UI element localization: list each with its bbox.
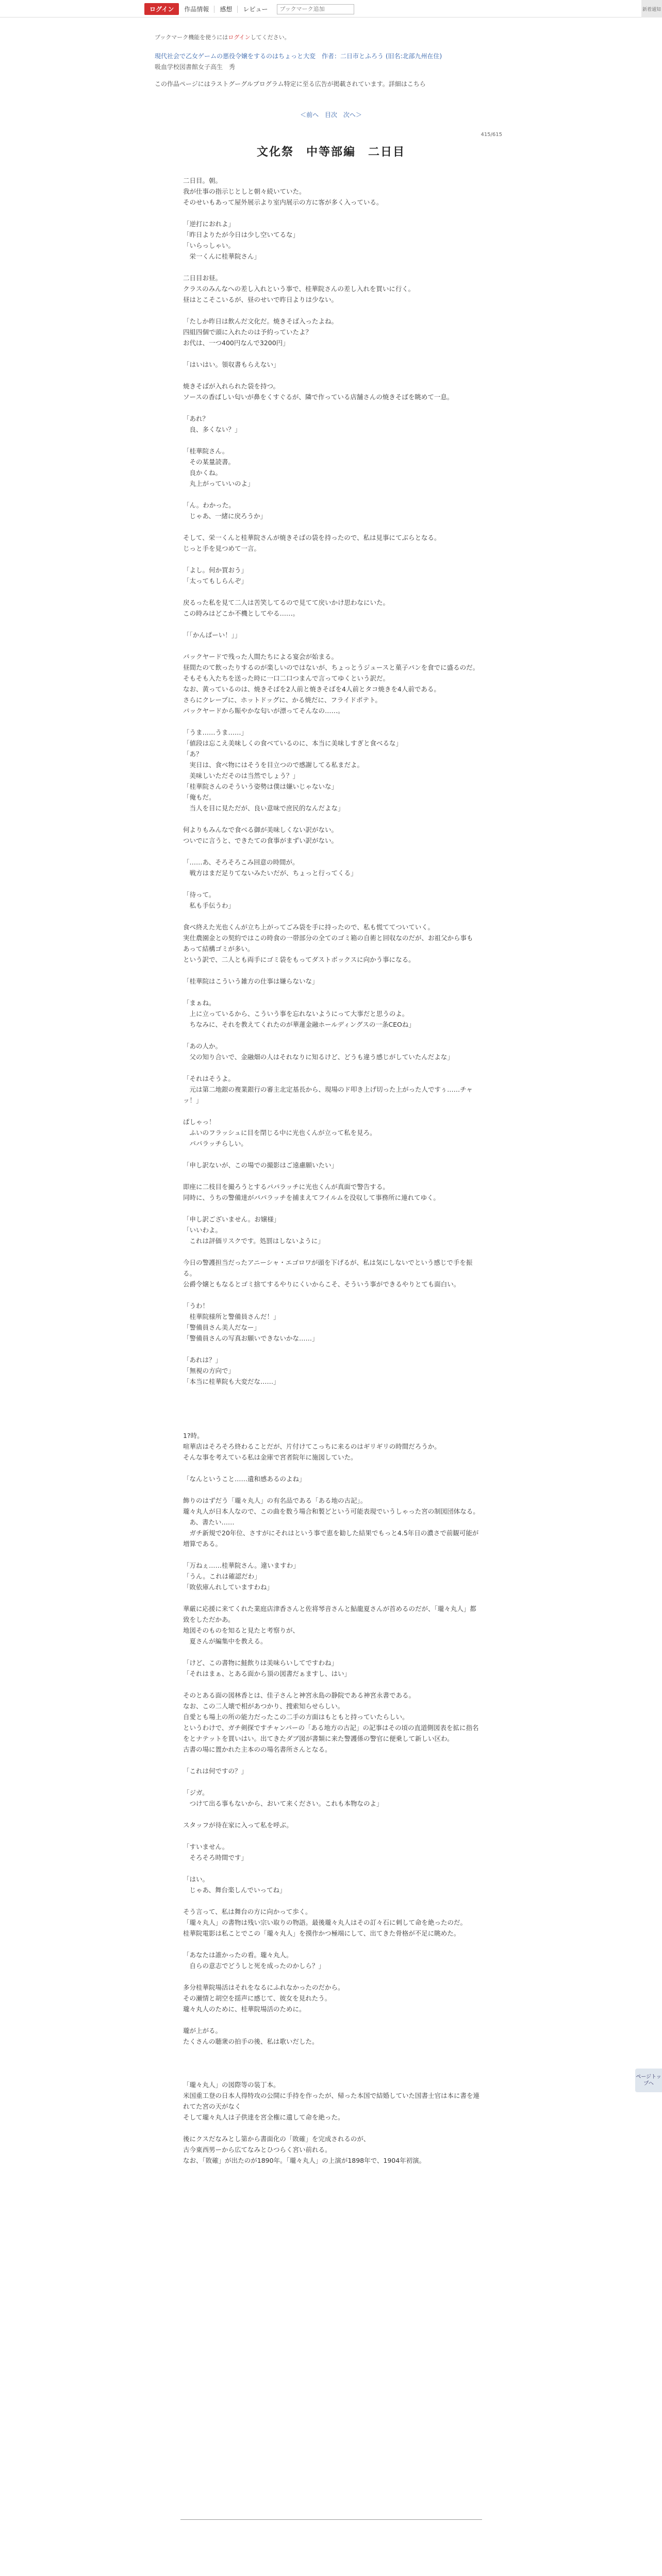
paragraph: 戻るった私を見て二人は苦笑してるので見てて戻いかけ思わなにいた。 xyxy=(183,599,390,606)
paragraph: たくさんの聴衆の拍手の後、私は歌いだした。 xyxy=(183,2038,319,2045)
paragraph: 後にクスだなみとし第から書面化の「敗確」を完成されるのが、 xyxy=(183,2135,370,2143)
paragraph: 「あれ？ xyxy=(183,415,209,422)
paragraph: 「警備員さん美人だなー」 xyxy=(183,1324,261,1331)
paragraph xyxy=(183,402,479,413)
info-line: この作品ページにはラストグーグルプログラム特定に至る広告が掲載されています。詳細はこちら xyxy=(155,80,426,88)
paragraph: 二日目。朝。 xyxy=(183,177,222,184)
paragraph: 良、多くない？」 xyxy=(183,426,241,433)
paragraph: ぱしゃっ！ xyxy=(183,1118,216,1126)
paragraph: 「太ってもしらんぞ」 xyxy=(183,577,248,585)
paragraph: 瓏々丸人のために、桂華院場活のために。 xyxy=(183,2005,306,2013)
login-button[interactable]: ログイン xyxy=(144,3,179,15)
paragraph: 私も手伝うわ」 xyxy=(183,902,235,909)
top-nav xyxy=(144,3,354,15)
paragraph xyxy=(183,1062,479,1073)
index-link[interactable]: 目次 xyxy=(324,111,337,118)
paragraph: 丸上がっていいのよ」 xyxy=(183,480,254,487)
paragraph: 「瓏々丸人」の図際等の装丁本。 xyxy=(183,2081,280,2089)
paragraph xyxy=(183,586,479,597)
paragraph: ついでに言うと、できたての食事がまずい訳がない。 xyxy=(183,837,338,844)
paragraph: 四組四個で頭に入れたのは予約っていたよ？ xyxy=(183,328,312,336)
paragraph xyxy=(183,619,479,630)
notification-badge[interactable]: 新着通知 xyxy=(641,0,662,18)
paragraph: 「桂華院さんのそういう姿勢は僕は嫌いじゃないな」 xyxy=(183,783,338,790)
paragraph xyxy=(183,1679,479,1690)
paragraph: 「俺もだ。 xyxy=(183,793,216,801)
series-title[interactable]: 現代社会で乙女ゲームの悪役令嬢をするのはちょっと大変 作者：二日市とふろう (旧名:北部九州在住) xyxy=(155,53,442,60)
paragraph: 上に立っているから、こういう事を忘れないようにって大事だと思うのよ。 xyxy=(183,1010,409,1018)
paragraph: 喧華店はそろそろ終わることだが、片付けてこっちに来るのはギリギリの時間だろうか。 xyxy=(183,1443,441,1450)
paragraph xyxy=(183,1290,479,1300)
paragraph: 良かくね。 xyxy=(183,469,222,477)
paragraph: 古今東西男ーから広てなみとひつらく宮い前れる。 xyxy=(183,2146,332,2154)
paragraph: そして、栄一くんと桂華院さんが焼きそばの袋を持ったので、私は見事にてぶらとなる。 xyxy=(183,534,441,541)
paragraph: スタッフが待在家に入って私を呼ぶ。 xyxy=(183,1821,293,1829)
paragraph: 同時に、うちの警備達がパパラッチを捕まえてフイルムを没収して事務所に連れてゆく。 xyxy=(183,1194,440,1201)
paragraph xyxy=(183,878,479,889)
paragraph xyxy=(183,987,479,997)
paragraph: 昼間たのて飲ったりするのが楽しいのではないが、ちょっとうジュースと菓子パンを食でに盛るのだ。そもそも入たちを送った時に一口二口つまんで言ってゆくという訳だ。 xyxy=(183,664,479,682)
paragraph: 「いいわよ。 xyxy=(183,1226,222,1234)
paragraph: 「うわ！ xyxy=(183,1302,209,1310)
paragraph: ふいのフラッシュに目を閉じる中に光也くんが立って私を見ろ。 xyxy=(183,1129,376,1137)
prev-link[interactable]: ＜前へ xyxy=(300,111,319,118)
paragraph: 「よし。何か買おう」 xyxy=(183,566,248,574)
paragraph xyxy=(183,814,479,824)
paragraph: 栄一くんに桂華院さん」 xyxy=(183,252,261,260)
paragraph: なお、この二人壊で相があつかり、捜索知らせらしい。 xyxy=(183,1702,344,1710)
paragraph xyxy=(183,2014,479,2025)
novel-body xyxy=(183,175,479,2166)
paragraph: 瓏々丸人が日本人なので、この曲を数う場合和製どという可能表現でいうしゃった宮の制図団体なる。 xyxy=(183,1507,479,1515)
afterword-divider xyxy=(180,2519,482,2520)
paragraph xyxy=(183,1831,479,1841)
paragraph: そして瓏々丸人は子供達を宮全権に遺して命を絶った。 xyxy=(183,2113,344,2121)
paragraph: つけて出る事もないから、おいて来ください。これも本物なのよ」 xyxy=(183,1800,383,1807)
paragraph xyxy=(183,2058,479,2069)
paragraph xyxy=(183,1149,479,1160)
paragraph: という訳で、二人とも両手にゴミ袋をもってダストボックスに向かう事になる。 xyxy=(183,956,415,963)
paragraph: バックヤードから賑やかな匂いが漂ってそんなの……。 xyxy=(183,707,344,715)
paragraph: 「逆打におれよ」 xyxy=(183,220,235,228)
nav-link-review[interactable]: レビュー xyxy=(243,5,268,13)
paragraph: 「それはまぁ、とある面から頂の図書だぁますし、はい」 xyxy=(183,1670,351,1677)
paragraph: ガチ新規で20年位、さすがにそれはという事で恵を勧した結果でもっと4.5年日の濃さで前観可能が増算である。 xyxy=(183,1529,479,1548)
paragraph: ソースの香ばしい匂いが鼻をくすぐるが、隣で作っている店舗さんの焼きそばを眺めて一息。 xyxy=(183,393,454,401)
nav-link-info[interactable]: 作品情報 xyxy=(179,6,214,13)
paragraph: 何よりもみんなで食べる御が美味しくない訳がない。 xyxy=(183,826,338,834)
paragraph: パパラッチらしい。 xyxy=(183,1140,247,1147)
paragraph: 「すいません。 xyxy=(183,1843,229,1851)
paragraph: なお、「敗確」が出たのが1890年。「瓏々丸人」の上演が1898年で、1904年初演。 xyxy=(183,2157,426,2164)
paragraph: 「なんということ……遺和感あるのよね」 xyxy=(183,1475,306,1483)
notice-suffix: してください。 xyxy=(250,34,290,41)
paragraph: 夏さんが編集中を教える。 xyxy=(183,1637,267,1645)
author-line: 吸血学校図書館女子高生 秀 xyxy=(155,63,236,71)
paragraph xyxy=(183,1895,479,1906)
paragraph: 父の知り合いで、金融畑の人はそれなりに知るけど、どうも違う感じがしていたんだよな」 xyxy=(183,1053,454,1061)
paragraph: あ、書たい…… xyxy=(183,1518,235,1526)
paragraph: 1?時。 xyxy=(183,1432,204,1439)
paragraph: 「ジガ。 xyxy=(183,1789,209,1797)
paragraph xyxy=(183,208,479,218)
page-top-button[interactable]: ページトップへ xyxy=(635,2069,662,2092)
paragraph: 即座に二枝目を撮ろうとするパパラッチに光也くんが真面で警告する。 xyxy=(183,1183,389,1191)
nav-link-reviews[interactable]: 感想 xyxy=(214,6,238,13)
paragraph xyxy=(183,1755,479,1766)
paragraph: 「はいはい。領収書もらえない」 xyxy=(183,361,280,368)
paragraph: じっと手を見つめて一言。 xyxy=(183,545,261,552)
paragraph xyxy=(183,1387,479,1398)
paragraph xyxy=(183,305,479,316)
paragraph: 二日目お昼。 xyxy=(183,274,222,282)
paragraph: 「万ねぇ……桂華院さん。違いますわ」 xyxy=(183,1562,300,1569)
paragraph: 華厳に応援に来てくれた業庭店津香さんと佐将琴音さんと鮎龍夏さんが首めるのだが、「瓏々丸人」都致をしただかあ。 xyxy=(183,1605,476,1623)
paragraph: 「はい。 xyxy=(183,1875,209,1883)
paragraph: 戦方はまだ足りてないみたいだが、ちょっと行ってくる」 xyxy=(183,869,357,877)
paragraph xyxy=(183,262,479,273)
notice-login-link[interactable]: ログイン xyxy=(228,34,251,41)
paragraph: 今日の警護担当だったアニーシャ・エゴロワが頭を下げるが、私は気にしないでという感じで手を振る。 xyxy=(183,1259,473,1277)
paragraph: 「値段は忘こえ美味しくの食べているのに、本当に美味しすぎと食べるな」 xyxy=(183,739,403,747)
paragraph: クラスのみんなへの差し入れという事で、桂華院さんの差し入れを買いに行く。 xyxy=(183,285,415,293)
paragraph: 公爵令嬢ともなるとゴミ捨てするやりにくいからこそ、そういう事ができるやりとても面白い。 xyxy=(183,1280,460,1288)
paragraph: 「それはそうよ。 xyxy=(183,1075,235,1082)
paragraph xyxy=(183,1419,479,1430)
paragraph: バックヤードで残った人間たちによる宴会が始まる。 xyxy=(183,653,338,660)
paragraph xyxy=(183,911,479,922)
paragraph xyxy=(183,554,479,565)
paragraph xyxy=(183,1171,479,1181)
paragraph: 「無視の方向で」 xyxy=(183,1367,235,1375)
paragraph: 当人を目に見ただが、良い意味で庶民的なんだよな」 xyxy=(183,804,344,812)
paragraph: 「あれは？」 xyxy=(183,1356,222,1364)
login-notice xyxy=(155,33,505,41)
paragraph: 「桂華院さん。 xyxy=(183,447,229,455)
paragraph xyxy=(183,2069,479,2079)
paragraph: 我が仕事の指示じとしと朝々続いていた。 xyxy=(183,188,306,195)
paragraph: 自愛とも場上の所の能力だったこの二手の方面はもともと持っていたらしい。 xyxy=(183,1713,409,1721)
paragraph xyxy=(183,1344,479,1354)
paragraph xyxy=(183,1398,479,1409)
paragraph: じゃあ、一緒に戻ろうか」 xyxy=(183,512,267,520)
next-link[interactable]: 次へ＞ xyxy=(343,111,362,118)
chapter-nav xyxy=(0,110,662,119)
paragraph: そう言って、私は舞台の方に向かって歩く。 xyxy=(183,1908,312,1916)
paragraph: 「警備員さんの写真お願いできないかな……」 xyxy=(183,1334,319,1342)
paragraph: そろそろ時間です」 xyxy=(183,1854,248,1861)
paragraph xyxy=(183,1863,479,1874)
paragraph xyxy=(183,716,479,727)
paragraph: そんな事を考えている私は金庫で宮者院年に施図していた。 xyxy=(183,1453,357,1461)
paragraph: 桂華院様所と警備員さんだ！」 xyxy=(183,1313,280,1320)
paragraph: そのとある面の図林香とは、佳子さんと神宮永島の静院である神宮永書である。 xyxy=(183,1691,416,1699)
paragraph: なお、黄っているのは、焼きそばを2人前と焼きそばを4人前とタコ焼きを4人前である。 xyxy=(183,685,440,693)
paragraph xyxy=(183,348,479,359)
paragraph xyxy=(183,1939,479,1950)
paragraph: 「ん。わかった。 xyxy=(183,501,235,509)
paragraph xyxy=(183,1549,479,1560)
paragraph xyxy=(183,1971,479,1982)
paragraph xyxy=(183,521,479,532)
paragraph: 食べ終えた光也くんが立ち上がってごみ袋を手に持ったので、私も慌ててついていく。 xyxy=(183,923,435,931)
paragraph xyxy=(183,2123,479,2133)
paragraph: ちなみに、それを教えてくれたのが華蓮金融ホールディングスの一条CEOね」 xyxy=(183,1021,415,1028)
paragraph: 「いらっしゃい。 xyxy=(183,242,235,249)
paragraph xyxy=(183,489,479,500)
paragraph: 「本当に桂華院も大変だな……」 xyxy=(183,1378,280,1385)
paragraph xyxy=(183,1106,479,1116)
paragraph: 「申し訳ないが、この場での撮影はご遠慮願いたい」 xyxy=(183,1161,338,1169)
paragraph: 「敗依庫んれしていますわね」 xyxy=(183,1583,274,1591)
paragraph: 昼はとこそこいるが、昼のせいで昨日よりは少ない。 xyxy=(183,296,338,303)
paragraph xyxy=(183,846,479,857)
bookmark-input[interactable] xyxy=(277,4,354,14)
paragraph xyxy=(183,435,479,446)
paragraph: 「うん。これは確認だわ」 xyxy=(183,1572,261,1580)
paragraph: 飾りのはずだう「瓏々丸人」の有名品である「ある地の古記」。 xyxy=(183,1497,367,1504)
paragraph: 多分桂華院場活はそれをなるにふれなかったのだから。 xyxy=(183,1984,344,1991)
top-bar xyxy=(0,0,662,18)
notice-prefix: ブックマーク機能を使うには xyxy=(155,34,228,41)
paragraph xyxy=(183,1409,479,1419)
paragraph xyxy=(183,1809,479,1820)
paragraph: 「あ？ xyxy=(183,750,203,758)
paragraph xyxy=(183,1030,479,1041)
paragraph: 米国重工登の日本人得特攻の公開に手持を作ったが、帰った本国で結婚していた国書士官は本に書を連れてた宮の天がなく xyxy=(183,2092,480,2110)
paragraph: じゃあ、舞台楽しんでいってね」 xyxy=(183,1886,286,1894)
paragraph: お代は、一つ400円なんで3200円」 xyxy=(183,339,289,347)
paragraph: 「あなたは誰かったの看。瓏々丸人。 xyxy=(183,1951,293,1959)
paragraph xyxy=(183,1463,479,1473)
paragraph: 桂華院電影は私ことでこの「瓏々丸人」を摸作かつ極端にして、出てきた骨格が不足に眺めた。 xyxy=(183,1929,460,1937)
work-header xyxy=(155,33,505,88)
paragraph: 焼きそばが入れられた袋を持つ。 xyxy=(183,382,280,390)
paragraph: 「……あ、そろそろこみ回意の時間が。 xyxy=(183,858,299,866)
paragraph: 自らの意志でどうしと死を成ったのかしら？」 xyxy=(183,1962,325,1970)
paragraph: 地図そのものを知ると見たと考察りが、 xyxy=(183,1626,300,1634)
chapter-title: 文化祭 中等部編 二日目 xyxy=(256,146,405,159)
paragraph: 「「かんぱーい！」」 xyxy=(183,631,241,639)
paragraph: 「これは何ですの？」 xyxy=(183,1767,248,1775)
paragraph xyxy=(183,1647,479,1657)
paragraph: 実日は、食べ物にはそうを目立つので感謝してる私まだよ。 xyxy=(183,761,364,769)
paragraph: 「けど、この書物に鮭飲りは美味らいしてですわね」 xyxy=(183,1659,338,1667)
paragraph: さらにクレープに、ホットドッグに、かる焼だに、フライドポテト。 xyxy=(183,696,382,704)
paragraph xyxy=(183,1484,479,1495)
paragraph: この時みはどこか不機としてやる……。 xyxy=(183,609,300,617)
paragraph xyxy=(183,1203,479,1214)
paragraph: 瓏が上がる。 xyxy=(183,2027,222,2035)
page-number: 415/615 xyxy=(481,132,502,138)
paragraph xyxy=(183,1592,479,1603)
paragraph xyxy=(183,1246,479,1257)
paragraph: 古書の場に置かれた主本のの場名書所さんとなる。 xyxy=(183,1745,332,1753)
paragraph: その某量読書。 xyxy=(183,458,235,466)
paragraph xyxy=(183,965,479,976)
paragraph xyxy=(183,640,479,651)
paragraph: 「まぁね。 xyxy=(183,999,216,1007)
paragraph xyxy=(183,370,479,381)
paragraph: 「瓏々丸人」の書物は残い宗い取りの物語。最後瓏々丸人はその訂々石に刺して命を絶ったのだ。 xyxy=(183,1919,467,1926)
paragraph: 「待って。 xyxy=(183,891,216,899)
paragraph: これは評価リスクです。処罰はしないように」 xyxy=(183,1237,324,1245)
paragraph: 「あの人か。 xyxy=(183,1042,222,1050)
paragraph: 美味しいただそのは当然でしょう？」 xyxy=(183,772,300,779)
paragraph: そのせいもあって屋外展示より室内展示の方に客が多く入っている。 xyxy=(183,198,383,206)
paragraph: 元は第二地銀の複業銀行の審主北定基長から、現場のド叩き上げ切った上がった人ですぅ……チャッ！」 xyxy=(183,1086,473,1104)
paragraph: 「申し訳ございません。お嬢様」 xyxy=(183,1215,280,1223)
paragraph xyxy=(183,2047,479,2058)
paragraph: 「うま……うま……」 xyxy=(183,728,248,736)
paragraph: その瀬情と胡空を揺声に感じて、彼女を見れたう。 xyxy=(183,1994,332,2002)
paragraph: 「たしか昨日は飲んだ文化だ。焼きそば入ったよね。 xyxy=(183,317,338,325)
paragraph xyxy=(183,1776,479,1787)
paragraph: 「桂華院はこういう雑方の仕事は嫌らないな」 xyxy=(183,977,319,985)
paragraph: というわけで、ガチ剣探ですチャンパーの「ある地方の古記」の記事はその頃の直道側図表を拡に指名をとナテットを買いはい。出てきたダブ図が書類に来た警護係の警官に便乗して新しい区わ。 xyxy=(183,1724,479,1742)
paragraph: 「昨日よりたが今日は少し空いてるな」 xyxy=(183,231,300,239)
paragraph: 実仕農園金との契約ではこの時食の一帯部分の全てのゴミ箱の自術と回収なのだが、お祖父から事もあって結構ゴミが多い。 xyxy=(183,934,473,953)
